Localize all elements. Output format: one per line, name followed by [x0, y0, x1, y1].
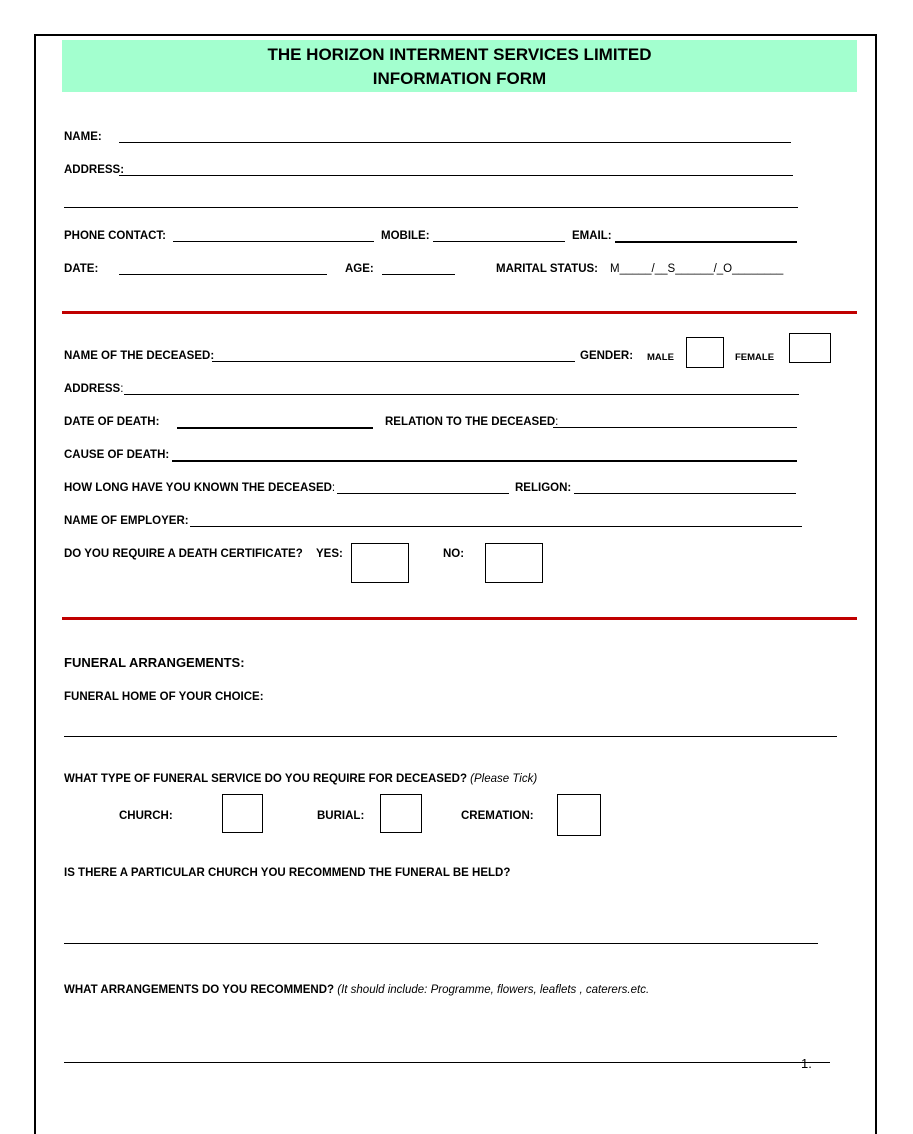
section-divider-2	[62, 617, 857, 620]
page-number: 1.	[801, 1056, 812, 1071]
arrangements-answer-field[interactable]	[64, 1062, 830, 1063]
name-field[interactable]	[119, 142, 791, 143]
arrangements-question-text: WHAT ARRANGEMENTS DO YOU RECOMMEND?	[64, 984, 335, 996]
religion-label: RELIGON:	[515, 482, 572, 494]
funeral-home-label: FUNERAL HOME OF YOUR CHOICE:	[64, 691, 264, 703]
address-field[interactable]	[119, 175, 793, 176]
email-field[interactable]	[615, 241, 797, 243]
date-label: DATE:	[64, 263, 99, 275]
relation-label	[385, 415, 558, 429]
deceased-address-label	[64, 382, 123, 396]
cremation-checkbox[interactable]	[557, 794, 601, 836]
female-label: FEMALE	[735, 352, 775, 363]
church-answer-field[interactable]	[64, 943, 818, 944]
male-label: MALE	[647, 352, 674, 363]
email-label: EMAIL:	[572, 230, 612, 242]
phone-field[interactable]	[173, 241, 374, 242]
male-checkbox[interactable]	[686, 337, 724, 368]
address-label: ADDRESS:	[64, 164, 125, 176]
no-label: NO:	[443, 548, 465, 560]
address-field-line-2[interactable]	[64, 207, 798, 208]
service-type-note: (Please Tick)	[470, 773, 538, 785]
employer-label: NAME OF EMPLOYER:	[64, 515, 189, 527]
mobile-field[interactable]	[433, 241, 565, 242]
date-of-death-label: DATE OF DEATH:	[64, 416, 160, 428]
burial-label: BURIAL:	[317, 810, 365, 822]
age-label: AGE:	[345, 263, 374, 275]
known-duration-label-text: HOW LONG HAVE YOU KNOWN THE DECEASED	[64, 482, 332, 494]
known-duration-colon: :	[331, 482, 336, 494]
burial-checkbox[interactable]	[380, 794, 422, 833]
female-checkbox[interactable]	[789, 333, 831, 363]
death-certificate-label: DO YOU REQUIRE A DEATH CERTIFICATE?	[64, 548, 303, 560]
yes-checkbox[interactable]	[351, 543, 409, 583]
arrangements-note: (It should include: Programme, flowers, leaflets , caterers.etc.	[337, 984, 650, 996]
relation-label-text: RELATION TO THE DECEASED	[385, 416, 556, 428]
funeral-home-field[interactable]	[64, 736, 837, 737]
known-duration-label	[64, 481, 335, 495]
mobile-label: MOBILE:	[381, 230, 430, 242]
deceased-name-field[interactable]	[212, 361, 575, 362]
relation-colon: :	[555, 416, 559, 428]
church-label: CHURCH:	[119, 810, 173, 822]
age-field[interactable]	[382, 274, 455, 275]
page-border	[34, 34, 877, 1134]
date-of-death-field[interactable]	[177, 427, 373, 429]
arrangements-question	[64, 983, 649, 997]
name-label: NAME:	[64, 131, 102, 143]
deceased-address-field[interactable]	[124, 394, 799, 395]
form-title: INFORMATION FORM	[372, 69, 547, 88]
marital-status-label: MARITAL STATUS:	[496, 263, 598, 275]
date-field[interactable]	[119, 274, 327, 275]
church-checkbox[interactable]	[222, 794, 263, 833]
deceased-address-label-text: ADDRESS	[64, 383, 121, 395]
phone-label: PHONE CONTACT:	[64, 230, 167, 242]
cause-of-death-field[interactable]	[172, 460, 797, 462]
funeral-section-title: FUNERAL ARRANGEMENTS:	[64, 655, 245, 670]
church-question: IS THERE A PARTICULAR CHURCH YOU RECOMMEND THE FUNERAL BE HELD?	[64, 867, 511, 879]
service-type-question-text: WHAT TYPE OF FUNERAL SERVICE DO YOU REQUIRE FOR DECEASED?	[64, 773, 467, 785]
deceased-address-colon: :	[120, 383, 124, 395]
form-header	[62, 40, 857, 92]
employer-field[interactable]	[190, 526, 802, 527]
cremation-label: CREMATION:	[461, 810, 534, 822]
gender-label: GENDER:	[580, 350, 634, 362]
relation-field[interactable]	[553, 427, 797, 428]
marital-status-options[interactable]: M_____/__S______/_O________	[610, 263, 784, 275]
service-type-question	[64, 772, 537, 786]
no-checkbox[interactable]	[485, 543, 543, 583]
company-name: THE HORIZON INTERMENT SERVICES LIMITED	[267, 45, 652, 64]
known-duration-field[interactable]	[337, 493, 509, 494]
deceased-name-label: NAME OF THE DECEASED:	[64, 350, 215, 362]
section-divider-1	[62, 311, 857, 314]
yes-label: YES:	[316, 548, 343, 560]
religion-field[interactable]	[574, 493, 796, 494]
cause-of-death-label: CAUSE OF DEATH:	[64, 449, 170, 461]
